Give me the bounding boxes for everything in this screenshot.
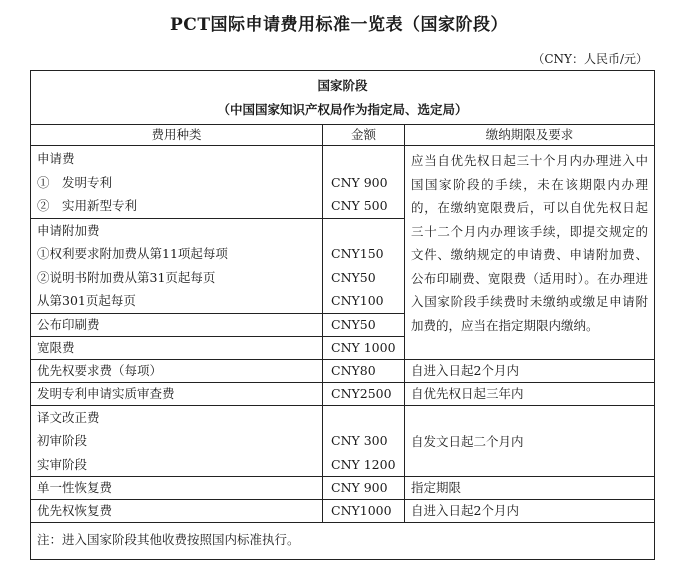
table-row	[31, 477, 655, 500]
translation-fee-label: 译文改正费	[37, 409, 100, 425]
column-header-row	[31, 125, 655, 146]
amount-value: CNY 900	[331, 174, 388, 190]
application-fee-cell	[31, 146, 323, 219]
application-fee-item: ② 实用新型专利	[37, 198, 138, 213]
amount-value: CNY150	[331, 246, 384, 261]
amount-value: CNY 1200	[331, 456, 396, 472]
translation-fee-cell	[31, 405, 323, 477]
exam-fee-label: 发明专利申请实质审查费	[31, 382, 323, 405]
fee-table	[30, 70, 655, 560]
translation-fee-amounts	[323, 405, 405, 477]
table-row	[31, 359, 655, 382]
table-row	[31, 146, 655, 219]
table-row	[31, 405, 655, 477]
col-header-amount: 金额	[323, 125, 405, 146]
application-fee-amounts	[323, 146, 405, 219]
priority-restore-fee-deadline: 自进入日起2个月内	[405, 500, 655, 523]
table-title-line1: 国家阶段	[317, 78, 368, 93]
spacer	[331, 406, 398, 430]
table-row	[31, 382, 655, 405]
amount-value: CNY50	[331, 269, 376, 285]
page-title: PCT国际申请费用标准一览表（国家阶段）	[170, 15, 508, 35]
table-title-row	[31, 71, 655, 125]
note-row	[31, 523, 655, 560]
table-title-line2: （中国国家知识产权局作为指定局、选定局）	[217, 101, 468, 117]
exam-fee-amount: CNY2500	[323, 382, 405, 405]
application-fee-label: 申请费	[37, 151, 75, 166]
amount-value: CNY 300	[331, 433, 388, 448]
col-header-deadline: 缴纳期限及要求	[405, 125, 655, 146]
priority-claim-fee-label: 优先权要求费（每项）	[31, 359, 323, 382]
grace-fee-label: 宽限费	[31, 336, 323, 359]
translation-fee-item: 初审阶段	[37, 433, 88, 448]
grace-fee-amount: CNY 1000	[323, 336, 405, 359]
translation-fee-item: 实审阶段	[37, 456, 88, 472]
application-fee-item: ① 发明专利	[37, 174, 113, 190]
exam-fee-deadline: 自优先权日起三年内	[405, 382, 655, 405]
priority-claim-fee-deadline: 自进入日起2个月内	[405, 359, 655, 382]
unity-fee-amount: CNY 900	[323, 477, 405, 500]
table-title-cell	[31, 71, 655, 125]
translation-fee-deadline: 自发文日起二个月内	[405, 405, 655, 477]
priority-restore-fee-label: 优先权恢复费	[31, 500, 323, 523]
national-phase-deadline: 应当自优先权日起三十个月内办理进入中国国家阶段的手续，未在该期限内办理的，在缴纳宽限费后，可以自优先权日起三十二个月内办理该手续，即提交规定的文件、缴纳规定的申请费、申请附加费、公布印刷费、宽限费（适用时）。在办理进入国家阶段手续费时未缴纳或缴足申请附加费的，应当在指定期限内缴纳。	[405, 146, 655, 360]
table-row	[31, 500, 655, 523]
surcharge-item: 从第301页起每页	[37, 293, 136, 308]
unity-fee-label: 单一性恢复费	[31, 477, 323, 500]
amount-value: CNY 500	[331, 198, 388, 213]
publication-fee-label: 公布印刷费	[31, 313, 323, 336]
priority-restore-fee-amount: CNY1000	[323, 500, 405, 523]
surcharge-amounts	[323, 218, 405, 313]
priority-claim-fee-amount: CNY80	[323, 359, 405, 382]
table-note: 注：进入国家阶段其他收费按照国内标准执行。	[31, 523, 655, 560]
unity-fee-deadline: 指定期限	[405, 477, 655, 500]
amount-value: CNY100	[331, 293, 384, 308]
surcharge-cell	[31, 218, 323, 313]
publication-fee-amount: CNY50	[323, 313, 405, 336]
surcharge-item: ②说明书附加费从第31页起每页	[37, 269, 216, 285]
surcharge-label: 申请附加费	[37, 222, 100, 238]
col-header-type: 费用种类	[31, 125, 323, 146]
surcharge-item: ①权利要求附加费从第11项起每项	[37, 246, 228, 261]
currency-unit: （CNY：人民币/元）	[532, 52, 648, 66]
